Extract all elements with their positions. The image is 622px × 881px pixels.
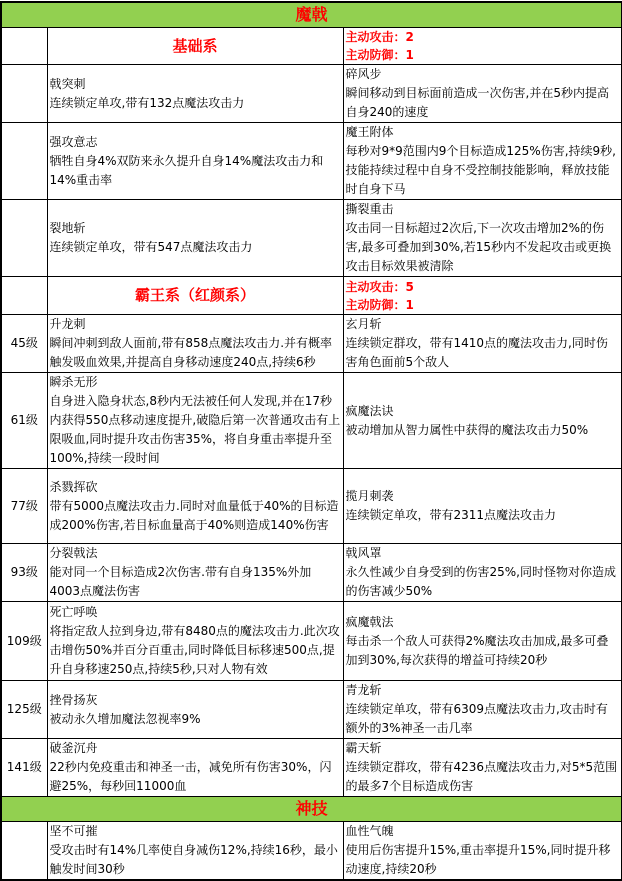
skill-name: 瞬杀无形 xyxy=(49,375,98,389)
table-row xyxy=(1,65,622,123)
table-row xyxy=(1,200,622,277)
level-cell-empty xyxy=(1,277,47,315)
skill-name: 血性气魄 xyxy=(345,824,394,838)
class-title: 魔戟 xyxy=(1,2,622,28)
level-cell xyxy=(1,65,47,123)
skill-name: 戟风罩 xyxy=(345,546,382,560)
skill-cell-left xyxy=(47,123,343,200)
skill-cell-right xyxy=(343,544,622,602)
level-cell: 125级 xyxy=(1,681,47,739)
skill-name: 杀戮挥砍 xyxy=(49,479,98,494)
skill-cell-right xyxy=(343,315,622,373)
skill-desc: 每击杀一个敌人可获得2%魔法攻击加成,最多可叠加到30%,每次获得的增益可持续20秒 xyxy=(345,633,609,667)
skill-name: 撕裂重击 xyxy=(345,202,394,216)
skill-name: 破釜沉舟 xyxy=(49,741,98,755)
skill-cell-left xyxy=(47,469,343,544)
skill-name: 疯魔戟法 xyxy=(345,614,394,629)
table-row xyxy=(1,123,622,200)
skill-desc: 带有5000点魔法攻击力.同时对血量低于40%的目标造成200%伤害,若目标血量高于40%则造成140%伤害 xyxy=(49,498,339,532)
skill-name: 死亡呼唤 xyxy=(49,605,98,619)
skill-desc: 永久性减少自身受到的伤害25%,同时怪物对你造成的伤害减少50% xyxy=(345,565,616,598)
skill-cell-left xyxy=(47,681,343,739)
divine-section-row xyxy=(1,797,622,822)
skill-desc: 牺牲自身4%双防来永久提升自身14%魔法攻击力和14%重击率 xyxy=(49,153,324,187)
skill-desc: 瞬间冲刺到敌人面前,带有858点魔法攻击力.并有概率触发吸血效果,并提高自身移动速度240点,持续6秒 xyxy=(49,336,333,369)
skill-desc: 每秒对9*9范围内9个目标造成125%伤害,持续9秒,技能持续过程中自身不受控制技能影响，释放技能时自身下马 xyxy=(345,144,616,196)
skill-desc: 被动增加从智力属性中获得的魔法攻击力50% xyxy=(345,422,589,437)
skill-name: 升龙刺 xyxy=(49,317,86,331)
title-row xyxy=(1,2,622,28)
skill-name: 挫骨扬灰 xyxy=(49,692,98,707)
skill-cell-right xyxy=(343,469,622,544)
skill-cell-left xyxy=(47,739,343,797)
skill-name: 分裂戟法 xyxy=(49,546,98,560)
skill-desc: 连续锁定单攻，带有6309点魔法攻击力,攻击时有额外的3%神圣一击几率 xyxy=(345,702,608,735)
skill-desc: 攻击同一目标超过2次后,下一次攻击增加2%的伤害,最多可叠加到30%,若15秒内不发起攻击或更换攻击目标效果被清除 xyxy=(345,221,612,273)
level-cell xyxy=(1,200,47,277)
skill-cell-right xyxy=(343,739,622,797)
branch-title: 基础系 xyxy=(47,28,343,65)
table-row xyxy=(1,739,622,797)
table-row xyxy=(1,315,622,373)
level-cell: 45级 xyxy=(1,315,47,373)
table-row xyxy=(1,822,622,881)
skill-cell-right xyxy=(343,681,622,739)
skill-cell-left xyxy=(47,373,343,469)
skill-desc: 连续锁定单攻,带有132点魔法攻击力 xyxy=(49,95,245,110)
skill-desc: 瞬间移动到目标面前造成一次伤害,并在5秒内提高自身240的速度 xyxy=(345,86,609,119)
skill-desc: 22秒内免疫重击和神圣一击，减免所有伤害30%，闪避25%，每秒回11000血 xyxy=(49,760,332,793)
divine-title: 神技 xyxy=(1,797,622,822)
skill-name: 坚不可摧 xyxy=(49,824,98,838)
skill-desc: 连续锁定单攻，带有2311点魔法攻击力 xyxy=(345,508,557,522)
skill-cell-right xyxy=(343,602,622,681)
skill-cell-right xyxy=(343,65,622,123)
table-row xyxy=(1,544,622,602)
skill-cell-right xyxy=(343,373,622,469)
table-row xyxy=(1,681,622,739)
skill-desc: 连续锁定单攻，带有547点魔法攻击力 xyxy=(49,240,253,254)
skill-cell-left xyxy=(47,602,343,681)
skill-name: 强攻意志 xyxy=(49,134,98,149)
level-cell xyxy=(1,822,47,881)
skill-name: 裂地斩 xyxy=(49,221,86,235)
skill-cell-left xyxy=(47,65,343,123)
table-row xyxy=(1,602,622,681)
level-cell: 141级 xyxy=(1,739,47,797)
skill-desc: 自身进入隐身状态,8秒内无法被任何人发现,并在17秒内获得550点移动速度提升,破隐后第一次普通攻击有上限吸血,同时提升攻击伤害35%，将自身重击率提升至100%,持续一段时间 xyxy=(49,394,341,465)
table-row xyxy=(1,469,622,544)
level-cell: 61级 xyxy=(1,373,47,469)
skill-cell-right xyxy=(343,200,622,277)
branch-stats xyxy=(343,28,622,65)
branch-header-overlord xyxy=(1,277,622,315)
active-attack-stat: 主动攻击：5 xyxy=(345,279,414,294)
level-cell-empty xyxy=(1,28,47,65)
level-cell: 93级 xyxy=(1,544,47,602)
skill-cell-left xyxy=(47,822,343,881)
level-cell: 77级 xyxy=(1,469,47,544)
skill-desc: 连续锁定群攻，带有1410点的魔法攻击力,同时伤害角色面前5个敌人 xyxy=(345,336,608,369)
skill-desc: 使用后伤害提升15%,重击率提升15%,同时提升移动速度,持续20秒 xyxy=(345,843,611,876)
table-row xyxy=(1,373,622,469)
skill-desc: 连续锁定群攻，带有4236点魔法攻击力,对5*5范围的最多7个目标造成伤害 xyxy=(345,760,618,793)
skill-name: 碎风步 xyxy=(345,67,382,81)
level-cell: 109级 xyxy=(1,602,47,681)
skill-name: 揽月刺袭 xyxy=(345,489,394,503)
skill-table xyxy=(0,1,622,881)
skill-desc: 将指定敌人拉到身边,带有8480点的魔法攻击力.此次攻击增伤50%并百分百重击,同时降低目标移速500点,提升自身移速250点,持续5秒,只对人物有效 xyxy=(49,624,340,676)
skill-cell-left xyxy=(47,544,343,602)
skill-cell-left xyxy=(47,315,343,373)
skill-desc: 受攻击时有14%几率使自身减伤12%,持续16秒，最小触发时间30秒 xyxy=(49,843,338,876)
skill-name: 魔王附体 xyxy=(345,125,394,139)
active-defense-stat: 主动防御：1 xyxy=(345,48,414,62)
skill-name: 疯魔法诀 xyxy=(345,403,394,418)
skill-name: 霸天斩 xyxy=(345,741,382,755)
skill-cell-left xyxy=(47,200,343,277)
branch-title: 霸王系（红颜系） xyxy=(47,277,343,315)
skill-cell-right xyxy=(343,123,622,200)
skill-name: 青龙斩 xyxy=(345,683,382,697)
active-defense-stat: 主动防御：1 xyxy=(345,297,414,312)
skill-name: 戟突刺 xyxy=(49,76,86,91)
skill-cell-right xyxy=(343,822,622,881)
branch-stats xyxy=(343,277,622,315)
skill-name: 玄月斩 xyxy=(345,317,382,331)
skill-desc: 能对同一个目标造成2次伤害.带有自身135%外加4003点魔法伤害 xyxy=(49,565,312,598)
active-attack-stat: 主动攻击：2 xyxy=(345,30,414,44)
branch-header-basic xyxy=(1,28,622,65)
level-cell xyxy=(1,123,47,200)
skill-desc: 被动永久增加魔法忽视率9% xyxy=(49,711,201,726)
